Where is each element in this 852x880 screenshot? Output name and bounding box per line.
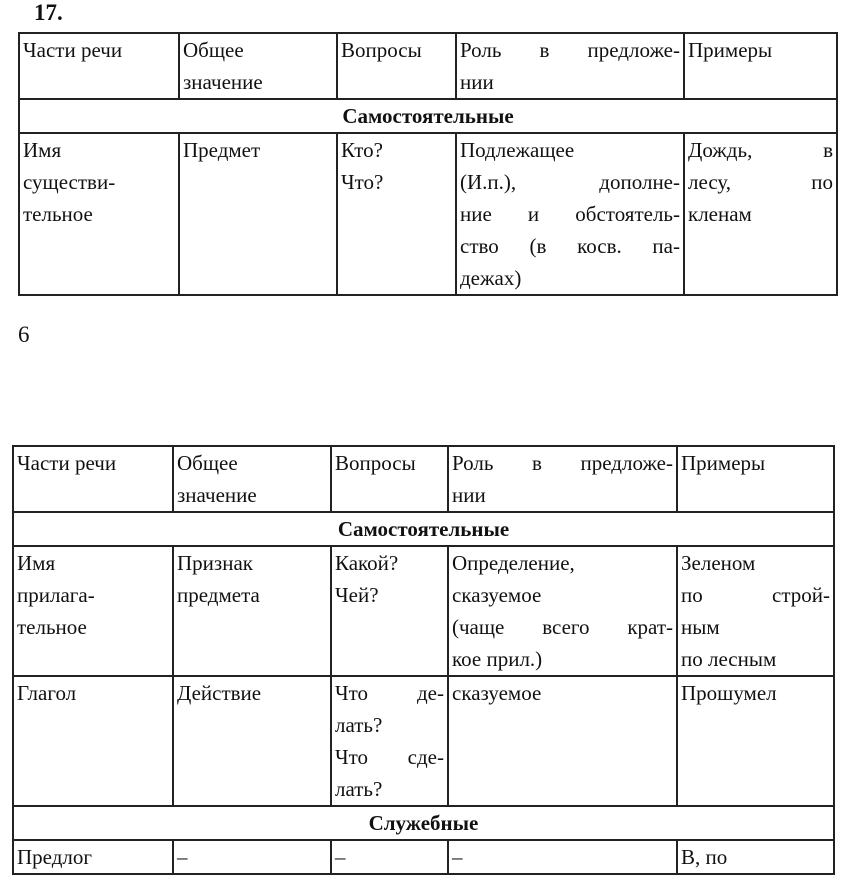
cell-line: Общее bbox=[177, 451, 238, 475]
cell-questions bbox=[331, 546, 448, 676]
cell-line: Роль в предложе- bbox=[460, 38, 680, 62]
cell-part-of-speech bbox=[19, 33, 179, 99]
cell-line: Что де- bbox=[335, 681, 444, 705]
cell-part-of-speech bbox=[13, 546, 173, 676]
cell-line: Прошумел bbox=[681, 681, 777, 705]
cell-part-of-speech bbox=[19, 133, 179, 295]
section-row bbox=[19, 99, 837, 133]
cell-part-of-speech bbox=[13, 676, 173, 806]
section-row bbox=[13, 806, 834, 840]
cell-line: Подлежащее bbox=[460, 138, 575, 162]
cell-line: Кто? bbox=[341, 138, 383, 162]
cell-line: Имя bbox=[23, 138, 62, 162]
page-number: 6 bbox=[18, 322, 30, 347]
cell-line: Части речи bbox=[17, 451, 117, 475]
cell-sentence-role bbox=[456, 33, 684, 99]
cell-line: существи- bbox=[23, 170, 116, 194]
cell-line: Зеленом bbox=[681, 551, 756, 575]
cell-line: – bbox=[452, 845, 463, 869]
cell-line: Чей? bbox=[335, 583, 379, 607]
cell-line: Предмет bbox=[183, 138, 261, 162]
cell-part-of-speech bbox=[13, 840, 173, 874]
cell-general-meaning bbox=[173, 840, 331, 874]
cell-questions bbox=[331, 840, 448, 874]
parts-of-speech-table-2 bbox=[12, 445, 835, 875]
section-title: Самостоятельные bbox=[13, 512, 834, 546]
cell-line: по строй- bbox=[681, 583, 830, 607]
cell-line: Вопросы bbox=[341, 38, 422, 62]
cell-line: тельное bbox=[23, 202, 93, 226]
cell-line: лать? bbox=[335, 713, 383, 737]
cell-line: кое прил.) bbox=[452, 647, 543, 671]
table-row bbox=[13, 840, 834, 874]
cell-line: (чаще всего крат- bbox=[452, 615, 673, 639]
cell-line: Дождь, в bbox=[688, 138, 833, 162]
cell-line: Предлог bbox=[17, 845, 92, 869]
cell-line: прилага- bbox=[17, 583, 95, 607]
cell-line: значение bbox=[183, 70, 263, 94]
cell-general-meaning bbox=[173, 676, 331, 806]
cell-line: нии bbox=[452, 483, 486, 507]
exercise-number: 17. bbox=[34, 0, 63, 25]
cell-sentence-role bbox=[456, 133, 684, 295]
cell-sentence-role bbox=[448, 676, 677, 806]
cell-line: Какой? bbox=[335, 551, 399, 575]
cell-sentence-role bbox=[448, 546, 677, 676]
cell-line: дежах) bbox=[460, 266, 522, 290]
cell-line: – bbox=[177, 845, 188, 869]
cell-part-of-speech bbox=[13, 446, 173, 512]
cell-line: Части речи bbox=[23, 38, 123, 62]
section-title: Самостоятельные bbox=[19, 99, 837, 133]
cell-line: ство (в косв. па- bbox=[460, 234, 680, 258]
cell-general-meaning bbox=[179, 133, 337, 295]
section-title: Служебные bbox=[13, 806, 834, 840]
cell-examples bbox=[677, 676, 834, 806]
header-row bbox=[19, 33, 837, 99]
cell-line: Действие bbox=[177, 681, 262, 705]
cell-line: сказуемое bbox=[452, 681, 542, 705]
cell-questions bbox=[337, 33, 456, 99]
cell-questions bbox=[337, 133, 456, 295]
cell-examples bbox=[677, 546, 834, 676]
cell-questions bbox=[331, 446, 448, 512]
cell-line: Вопросы bbox=[335, 451, 416, 475]
cell-line: – bbox=[335, 845, 346, 869]
cell-line: Что? bbox=[341, 170, 384, 194]
table-row bbox=[13, 676, 834, 806]
cell-line: Роль в предложе- bbox=[452, 451, 673, 475]
cell-line: нии bbox=[460, 70, 494, 94]
cell-line: тельное bbox=[17, 615, 87, 639]
cell-line: Примеры bbox=[681, 451, 766, 475]
cell-examples bbox=[677, 840, 834, 874]
cell-examples bbox=[684, 133, 837, 295]
cell-examples bbox=[684, 33, 837, 99]
cell-line: ние и обстоятель- bbox=[460, 202, 680, 226]
cell-line: Примеры bbox=[688, 38, 773, 62]
table-row bbox=[13, 546, 834, 676]
cell-line: Что сде- bbox=[335, 745, 444, 769]
cell-line: Имя bbox=[17, 551, 56, 575]
cell-line: Определение, bbox=[452, 551, 575, 575]
cell-line: кленам bbox=[688, 202, 752, 226]
table-row bbox=[19, 133, 837, 295]
cell-examples bbox=[677, 446, 834, 512]
cell-general-meaning bbox=[173, 546, 331, 676]
cell-line: (И.п.), дополне- bbox=[460, 170, 680, 194]
cell-line: сказуемое bbox=[452, 583, 542, 607]
cell-line: лесу, по bbox=[688, 170, 833, 194]
cell-questions bbox=[331, 676, 448, 806]
cell-line: лать? bbox=[335, 777, 383, 801]
cell-sentence-role bbox=[448, 840, 677, 874]
cell-line: Глагол bbox=[17, 681, 77, 705]
cell-line: В, по bbox=[681, 845, 728, 869]
cell-general-meaning bbox=[179, 33, 337, 99]
header-row bbox=[13, 446, 834, 512]
section-row bbox=[13, 512, 834, 546]
cell-line: Общее bbox=[183, 38, 244, 62]
cell-line: Признак bbox=[177, 551, 253, 575]
parts-of-speech-table-1 bbox=[18, 32, 838, 296]
cell-line: по лесным bbox=[681, 647, 777, 671]
cell-line: значение bbox=[177, 483, 257, 507]
cell-line: ным bbox=[681, 615, 720, 639]
cell-line: предмета bbox=[177, 583, 260, 607]
cell-general-meaning bbox=[173, 446, 331, 512]
cell-sentence-role bbox=[448, 446, 677, 512]
